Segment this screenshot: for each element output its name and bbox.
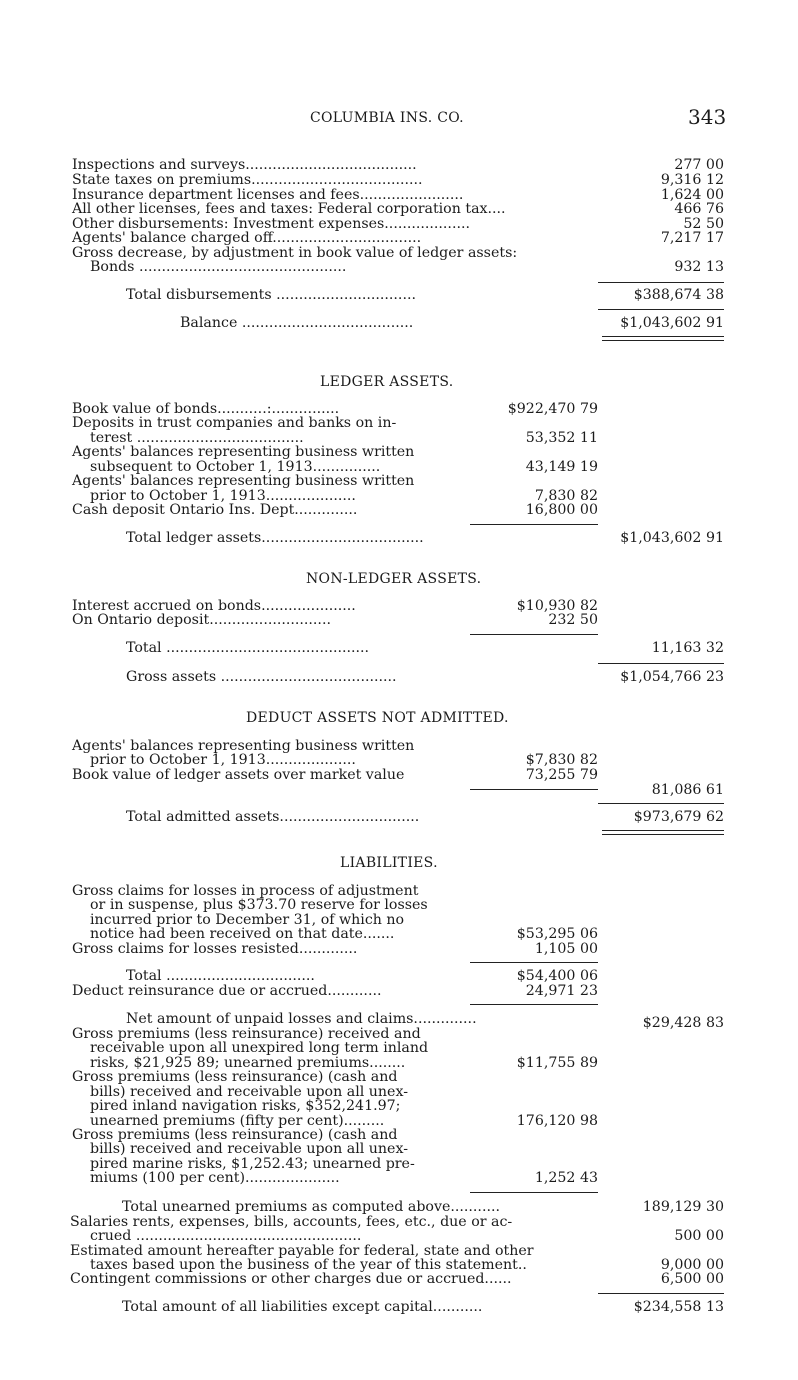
disbursement-amount: 52 50 <box>683 216 724 232</box>
grand-total-amount: $234,558 13 <box>633 1299 724 1315</box>
section-heading: DEDUCT ASSETS NOT ADMITTED. <box>246 710 509 726</box>
ledger-line: terest ..................................... <box>90 430 304 446</box>
claims-line: Gross claims for losses resisted............. <box>72 941 358 957</box>
premium-line: Gross premiums (less reinsurance) (cash and <box>72 1069 398 1085</box>
section-heading: LEDGER ASSETS. <box>320 374 454 390</box>
other-liability-line: Salaries rents, expenses, bills, accounts, fees, etc., due or ac- <box>70 1214 513 1230</box>
reinsurance-label: Deduct reinsurance due or accrued............ <box>72 983 382 999</box>
ledger-line: Deposits in trust companies and banks on in- <box>72 415 397 431</box>
claims-line: or in suspense, plus $373.70 reserve for losses <box>90 897 428 913</box>
total-ledger-amount: $1,043,602 91 <box>620 530 724 546</box>
other-liability-line: Contingent commissions or other charges due or accrued...... <box>70 1271 512 1287</box>
ledger-line: Agents' balances representing business written <box>72 473 415 489</box>
subtotal-rule <box>470 1004 598 1005</box>
premium-line: risks, $21,925 89; unearned premiums........ <box>90 1055 406 1071</box>
premium-line: receivable upon all unexpired long term inland <box>90 1040 429 1056</box>
other-liability-line: Estimated amount hereafter payable for federal, state and other <box>70 1243 534 1259</box>
premium-amount: $11,755 89 <box>516 1055 598 1071</box>
total-rule <box>598 803 724 804</box>
subtotal-rule <box>470 524 598 525</box>
total-rule <box>598 309 724 310</box>
section-heading: NON-LEDGER ASSETS. <box>306 571 482 587</box>
ledger-amount: 43,149 19 <box>525 459 598 475</box>
premium-line: pired inland navigation risks, $352,241.97; <box>90 1098 401 1114</box>
ledger-amount: $922,470 79 <box>507 401 598 417</box>
premium-line: Gross premiums (less reinsurance) (cash and <box>72 1127 398 1143</box>
deduct-line: prior to October 1, 1913.................... <box>90 752 356 768</box>
double-rule <box>602 830 724 835</box>
deduct-amount: 73,255 79 <box>525 767 598 783</box>
double-rule <box>602 336 724 341</box>
claims-amount: 1,105 00 <box>534 941 598 957</box>
unearned-total-label: Total unearned premiums as computed above........... <box>122 1199 500 1215</box>
deduct-amount: $7,830 82 <box>525 752 598 768</box>
disbursement-amount: 277 00 <box>674 157 724 173</box>
grand-total-label: Total amount of all liabilities except capital........... <box>122 1299 483 1315</box>
ledger-line: Agents' balances representing business written <box>72 444 415 460</box>
other-liability-amount: 500 00 <box>674 1228 724 1244</box>
premium-line: unearned premiums (fifty per cent)......... <box>90 1113 385 1129</box>
claims-line: notice had been received on that date....... <box>90 926 395 942</box>
disbursement-line: Other disbursements: Investment expenses................... <box>72 216 470 232</box>
premium-line: bills) received and receivable upon all unex- <box>90 1084 408 1100</box>
premium-line: pired marine risks, $1,252.43; unearned pre- <box>90 1156 415 1172</box>
ledger-line: Book value of bonds...........:............... <box>72 401 340 417</box>
disbursement-line: Insurance department licenses and fees....................... <box>72 187 464 203</box>
disbursement-amount: 1,624 00 <box>660 187 724 203</box>
disbursement-line: All other licenses, fees and taxes: Federal corporation tax.... <box>72 201 506 217</box>
premium-amount: 1,252 43 <box>534 1170 598 1186</box>
deduct-line: Agents' balances representing business written <box>72 738 415 754</box>
total-admitted-label: Total admitted assets............................... <box>126 809 420 825</box>
other-liability-line: taxes based upon the business of the year of this statement.. <box>90 1257 527 1273</box>
net-unpaid-label: Net amount of unpaid losses and claims.............. <box>126 1011 477 1027</box>
disbursement-line: Agents' balance charged off................................. <box>72 230 422 246</box>
disbursement-amount: 9,316 12 <box>660 172 724 188</box>
subtotal-rule <box>470 1192 598 1193</box>
deduct-subtotal-amount: 81,086 61 <box>651 782 724 798</box>
ledger-amount: 7,830 82 <box>534 488 598 504</box>
total-disbursements-label: Total disbursements ............................... <box>126 287 416 303</box>
net-unpaid-amount: $29,428 83 <box>642 1015 724 1031</box>
ledger-amount: 16,800 00 <box>525 502 598 518</box>
disbursement-line: Bonds .............................................. <box>90 259 347 275</box>
reinsurance-amount: 24,971 23 <box>525 983 598 999</box>
other-liability-amount: 6,500 00 <box>660 1271 724 1287</box>
total-rule <box>598 1293 724 1294</box>
claims-line: incurred prior to December 31, of which no <box>90 912 405 928</box>
non-ledger-total-amount: 11,163 32 <box>651 640 724 656</box>
ledger-line: prior to October 1, 1913.................... <box>90 488 356 504</box>
claims-total-amount: $54,400 06 <box>516 968 598 984</box>
subtotal-rule <box>470 962 598 963</box>
balance-amount: $1,043,602 91 <box>620 315 724 331</box>
claims-line: Gross claims for losses in process of adjustment <box>72 883 419 899</box>
premium-amount: 176,120 98 <box>516 1113 598 1129</box>
section-heading: LIABILITIES. <box>340 855 438 871</box>
subtotal-rule <box>470 789 598 790</box>
ledger-line: subsequent to October 1, 1913............... <box>90 459 381 475</box>
balance-label: Balance ...................................... <box>180 315 414 331</box>
total-rule <box>598 663 724 664</box>
non-ledger-line: Interest accrued on bonds..................... <box>72 598 356 614</box>
total-rule <box>598 282 724 283</box>
disbursement-amount: 7,217 17 <box>660 230 724 246</box>
non-ledger-line: On Ontario deposit........................... <box>72 612 331 628</box>
unearned-total-amount: 189,129 30 <box>642 1199 724 1215</box>
disbursement-amount: 466 76 <box>674 201 724 217</box>
gross-assets-label: Gross assets ....................................... <box>126 669 397 685</box>
deduct-line: Book value of ledger assets over market value <box>72 767 405 783</box>
ledger-line: Cash deposit Ontario Ins. Dept.............. <box>72 502 358 518</box>
gross-assets-amount: $1,054,766 23 <box>620 669 724 685</box>
total-disbursements-amount: $388,674 38 <box>633 287 724 303</box>
premium-line: bills) received and receivable upon all unex- <box>90 1141 408 1157</box>
total-ledger-label: Total ledger assets.................................... <box>126 530 424 546</box>
disbursement-line: Inspections and surveys...................................... <box>72 157 417 173</box>
premium-line: miums (100 per cent)..................... <box>90 1170 340 1186</box>
disbursement-line: Gross decrease, by adjustment in book value of ledger assets: <box>72 245 518 261</box>
claims-total-label: Total ................................. <box>126 968 315 984</box>
claims-amount: $53,295 06 <box>516 926 598 942</box>
non-ledger-total-label: Total ............................................. <box>126 640 370 656</box>
premium-line: Gross premiums (less reinsurance) received and <box>72 1026 421 1042</box>
non-ledger-amount: 232 50 <box>548 612 598 628</box>
subtotal-rule <box>470 634 598 635</box>
ledger-amount: 53,352 11 <box>525 430 598 446</box>
total-admitted-amount: $973,679 62 <box>633 809 724 825</box>
running-head: COLUMBIA INS. CO. <box>310 110 464 126</box>
other-liability-line: crued .................................................. <box>90 1228 362 1244</box>
other-liability-amount: 9,000 00 <box>660 1257 724 1273</box>
disbursement-amount: 932 13 <box>674 259 724 275</box>
page-number: 343 <box>688 105 727 129</box>
disbursement-line: State taxes on premiums...................................... <box>72 172 423 188</box>
non-ledger-amount: $10,930 82 <box>516 598 598 614</box>
